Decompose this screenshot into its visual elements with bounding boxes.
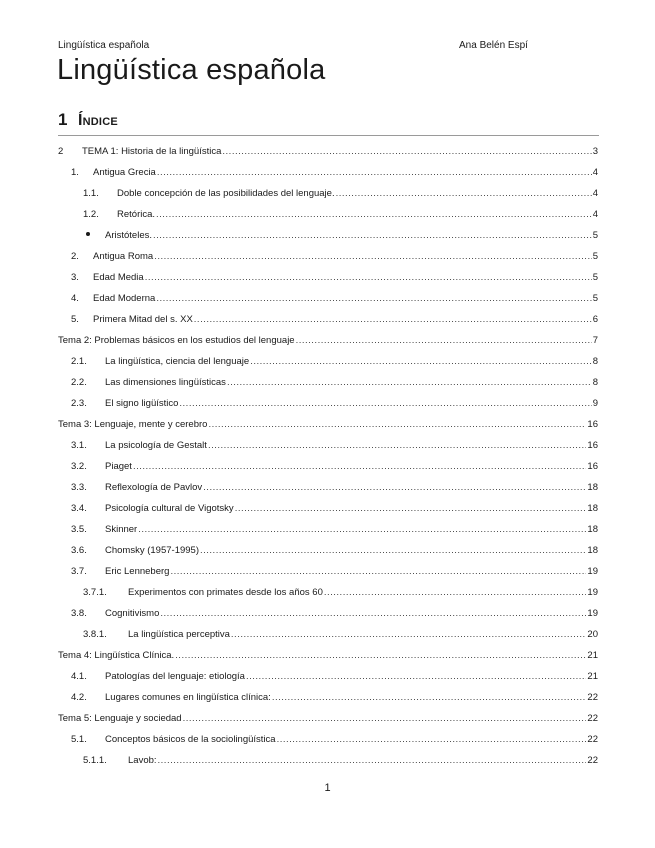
toc-entry-page: 18: [587, 482, 598, 493]
toc-entry[interactable]: [71, 439, 598, 453]
toc-entry[interactable]: [71, 670, 598, 684]
toc-entry-number: 2.: [71, 251, 79, 262]
toc-entry-page: 19: [587, 566, 598, 577]
running-header-author: Ana Belén Espí: [459, 40, 528, 51]
toc-entry[interactable]: [71, 544, 598, 558]
bullet-dot-icon: [86, 232, 90, 236]
toc-entry-page: 5: [592, 272, 598, 283]
toc-leader-dots: [183, 712, 587, 726]
toc-entry-number: 2: [58, 146, 64, 157]
toc-entry-title: Psicología cultural de Vigotsky: [105, 503, 234, 514]
toc-leader-dots: [235, 502, 587, 516]
toc-leader-dots: [156, 208, 592, 222]
toc-leader-dots: [208, 418, 586, 432]
toc-entry[interactable]: [71, 397, 598, 411]
toc-entry-page: 18: [587, 545, 598, 556]
toc-entry-page: 16: [587, 419, 598, 430]
toc-leader-dots: [336, 187, 592, 201]
toc-leader-dots: [272, 691, 587, 705]
toc-entry-title: Tema 4: Lingüística Clínica.: [58, 650, 175, 661]
toc-entry-title: Lavob:: [128, 755, 157, 766]
toc-entry-page: 18: [587, 524, 598, 535]
toc-entry-page: 18: [587, 503, 598, 514]
toc-leader-dots: [222, 145, 591, 159]
section-label: Índice: [78, 112, 118, 129]
toc-entry-title: La lingüística, ciencia del lenguaje: [105, 356, 250, 367]
toc-entry-title: Aristóteles.: [105, 230, 152, 241]
toc-leader-dots: [277, 733, 587, 747]
toc-entry-number: 4.2.: [71, 692, 87, 703]
toc-entry-page: 22: [587, 692, 598, 703]
toc-entry[interactable]: [71, 691, 598, 705]
toc-entry-number: 3.3.: [71, 482, 87, 493]
toc-entry-page: 16: [587, 461, 598, 472]
toc-entry-title: La lingüística perceptiva: [128, 629, 230, 640]
toc-leader-dots: [200, 544, 586, 558]
toc-leader-dots: [153, 229, 592, 243]
toc-leader-dots: [157, 166, 592, 180]
bullet-icon: [86, 229, 105, 243]
toc-entry-title: Tema 3: Lenguaje, mente y cerebro: [58, 419, 208, 430]
toc-entry-page: 5: [592, 293, 598, 304]
toc-entry-title: Conceptos básicos de la sociolingüística: [105, 734, 276, 745]
toc-entry[interactable]: [71, 250, 598, 264]
toc-entry-title: Eric Lenneberg: [105, 566, 170, 577]
toc-entry-number: 3.7.: [71, 566, 87, 577]
toc-entry-page: 8: [592, 356, 598, 367]
toc-entry-title: Edad Moderna: [93, 293, 156, 304]
toc-entry-page: 9: [592, 398, 598, 409]
toc-entry-title: Edad Media: [93, 272, 144, 283]
toc-entry-number: 1.: [71, 167, 79, 178]
toc-entry[interactable]: [71, 733, 598, 747]
toc-entry-title: Tema 2: Problemas básicos en los estudios del lenguaje: [58, 335, 295, 346]
toc-leader-dots: [179, 397, 591, 411]
toc-leader-dots: [156, 292, 591, 306]
toc-entry-page: 22: [587, 734, 598, 745]
toc-entry-page: 5: [592, 251, 598, 262]
toc-leader-dots: [296, 334, 592, 348]
toc-leader-dots: [160, 607, 586, 621]
toc-entry-title: La psicología de Gestalt: [105, 440, 207, 451]
toc-leader-dots: [231, 628, 587, 642]
toc-entry[interactable]: [58, 649, 598, 663]
toc-entry-number: 5.: [71, 314, 79, 325]
toc-entry-page: 5: [592, 230, 598, 241]
toc-entry-number: 2.3.: [71, 398, 87, 409]
toc-entry-page: 16: [587, 440, 598, 451]
toc-entry-page: 8: [592, 377, 598, 388]
toc-leader-dots: [133, 460, 586, 474]
toc-entry-page: 21: [587, 671, 598, 682]
toc-entry[interactable]: [71, 565, 598, 579]
section-number: 1: [58, 110, 68, 129]
toc-leader-dots: [324, 586, 587, 600]
toc-entry-title: Las dimensiones lingüísticas: [105, 377, 226, 388]
toc-entry-title: Primera Mitad del s. XX: [93, 314, 193, 325]
running-header-title: Lingüística española: [58, 40, 150, 51]
toc-entry-page: 22: [587, 755, 598, 766]
toc-entry-title: El signo ligüístico: [105, 398, 179, 409]
toc-entry-number: 3.4.: [71, 503, 87, 514]
toc-entry[interactable]: [71, 376, 598, 390]
toc-entry-title: Lugares comunes en lingüística clínica:: [105, 692, 271, 703]
toc-entry[interactable]: [83, 187, 598, 201]
toc-entry-number: 1.2.: [83, 209, 99, 220]
toc-entry[interactable]: [58, 145, 598, 159]
toc-entry[interactable]: [58, 712, 598, 726]
toc-entry-title: Antigua Grecia: [93, 167, 156, 178]
toc-entry-number: 2.2.: [71, 377, 87, 388]
toc-entry-number: 1.1.: [83, 188, 99, 199]
toc-leader-dots: [170, 565, 586, 579]
toc-entry-number: 2.1.: [71, 356, 87, 367]
toc-entry[interactable]: [58, 418, 598, 432]
toc-entry-number: 3.6.: [71, 545, 87, 556]
toc-entry[interactable]: [83, 586, 598, 600]
toc-entry-title: Reflexología de Pavlov: [105, 482, 203, 493]
toc-entry-page: 20: [587, 629, 598, 640]
toc-entry-page: 4: [592, 188, 598, 199]
toc-entry[interactable]: [71, 502, 598, 516]
toc-entry-title: Retórica.: [117, 209, 156, 220]
toc-entry-title: Experimentos con primates desde los años 60: [128, 587, 323, 598]
toc-entry-number: 3.: [71, 272, 79, 283]
toc-entry-page: 4: [592, 167, 598, 178]
toc-entry-title: TEMA 1: Historia de la lingüística: [82, 146, 222, 157]
toc-entry[interactable]: [58, 334, 598, 348]
toc-entry-number: 4.1.: [71, 671, 87, 682]
toc-leader-dots: [250, 355, 592, 369]
toc-entry-page: 22: [587, 713, 598, 724]
toc-entry[interactable]: [71, 292, 598, 306]
toc-entry-title: Antigua Roma: [93, 251, 154, 262]
toc-entry[interactable]: [83, 754, 598, 768]
toc-entry-number: 3.2.: [71, 461, 87, 472]
toc-entry-title: Doble concepción de las posibilidades del lenguaje.: [117, 188, 335, 199]
toc-entry-page: 19: [587, 587, 598, 598]
section-heading: [58, 110, 599, 136]
toc-entry-title: Tema 5: Lenguaje y sociedad: [58, 713, 182, 724]
toc-entry-number: 4.: [71, 293, 79, 304]
toc-leader-dots: [246, 670, 586, 684]
toc-entry[interactable]: [83, 628, 598, 642]
toc-entry[interactable]: [71, 460, 598, 474]
toc-entry[interactable]: [71, 166, 598, 180]
toc-leader-dots: [145, 271, 592, 285]
toc-leader-dots: [158, 754, 587, 768]
toc-entry-page: 4: [592, 209, 598, 220]
document-title: Lingüística española: [57, 54, 326, 86]
toc-entry-title: Patologías del lenguaje: etiología: [105, 671, 245, 682]
toc-entry[interactable]: [86, 229, 598, 243]
toc-leader-dots: [175, 649, 586, 663]
toc-entry-title: Chomsky (1957-1995): [105, 545, 199, 556]
toc-entry-number: 3.8.: [71, 608, 87, 619]
toc-entry[interactable]: [71, 313, 598, 327]
toc-entry-number: 5.1.: [71, 734, 87, 745]
toc-entry-number: 3.8.1.: [83, 629, 107, 640]
toc-entry-title: Piaget: [105, 461, 132, 472]
toc-entry[interactable]: [83, 208, 598, 222]
toc-entry-page: 7: [592, 335, 598, 346]
page-number: 1: [324, 782, 331, 794]
toc-entry[interactable]: [71, 607, 598, 621]
toc-leader-dots: [138, 523, 586, 537]
toc-entry-number: 3.5.: [71, 524, 87, 535]
toc-entry[interactable]: [71, 355, 598, 369]
toc-leader-dots: [203, 481, 586, 495]
toc-entry-page: 3: [592, 146, 598, 157]
toc-leader-dots: [227, 376, 592, 390]
toc-entry[interactable]: [71, 481, 598, 495]
toc-entry-number: 3.1.: [71, 440, 87, 451]
toc-entry[interactable]: [71, 523, 598, 537]
toc-leader-dots: [194, 313, 592, 327]
toc-entry-number: 5.1.1.: [83, 755, 107, 766]
toc-leader-dots: [154, 250, 592, 264]
toc-entry-title: Cognitivismo: [105, 608, 160, 619]
toc-entry[interactable]: [71, 271, 598, 285]
toc-leader-dots: [208, 439, 586, 453]
toc-entry-number: 3.7.1.: [83, 587, 107, 598]
toc-entry-page: 19: [587, 608, 598, 619]
toc-entry-page: 6: [592, 314, 598, 325]
toc-entry-title: Skinner: [105, 524, 138, 535]
toc-entry-page: 21: [587, 650, 598, 661]
